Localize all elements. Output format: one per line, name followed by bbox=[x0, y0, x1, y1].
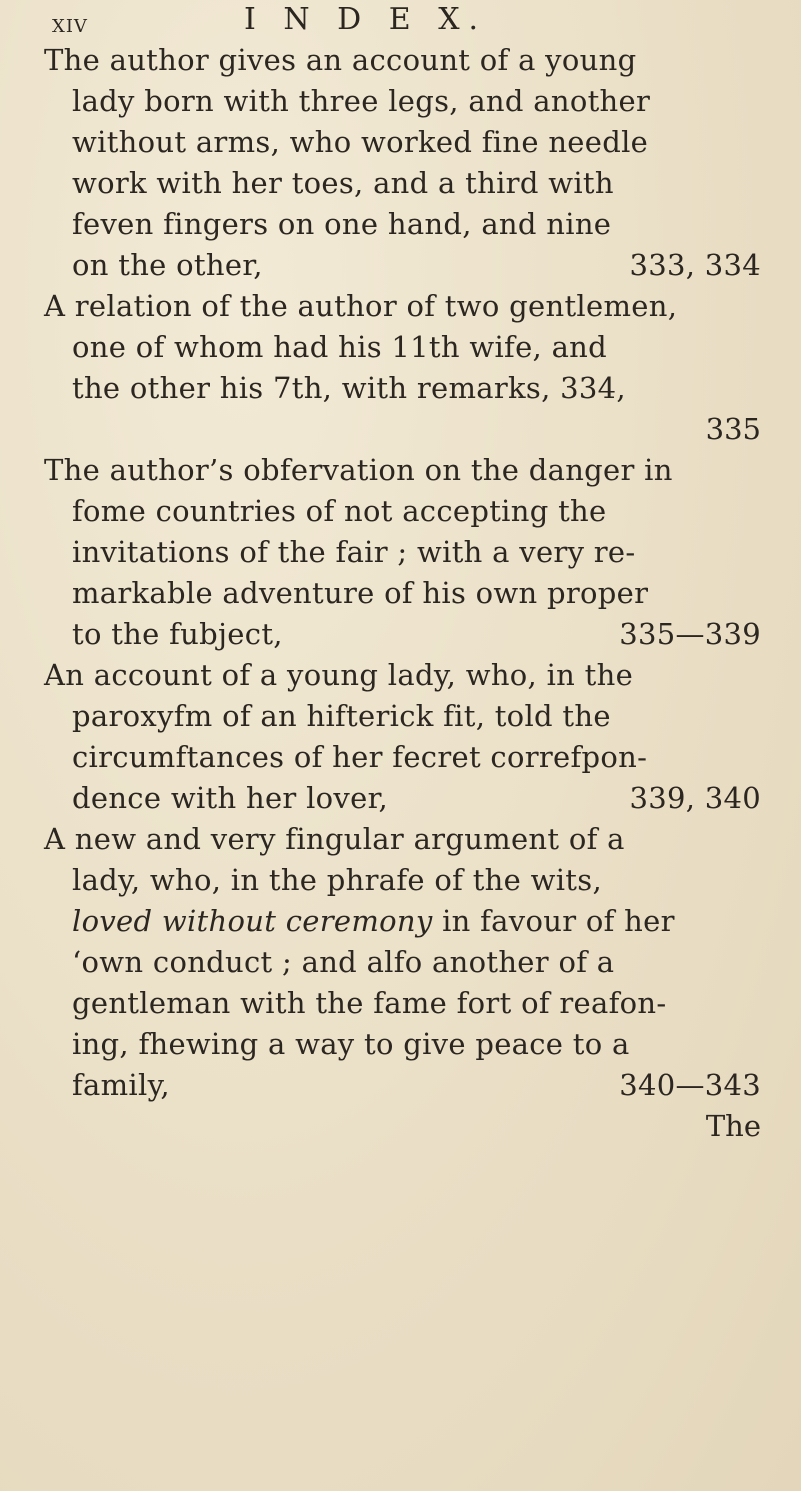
entry-line: on the other, bbox=[72, 248, 263, 282]
entry-line: feven fingers on one hand, and nine bbox=[72, 207, 612, 241]
index-entry bbox=[0, 819, 801, 1106]
entry-line-with-pages bbox=[0, 1065, 801, 1106]
page-reference: 340—343 bbox=[619, 1068, 761, 1102]
entry-line: The author gives an account of a young bbox=[44, 43, 637, 77]
page-reference: 335—339 bbox=[619, 617, 761, 651]
page-reference: 335 bbox=[705, 412, 761, 446]
index-entries bbox=[0, 40, 801, 1147]
entry-line: A relation of the author of two gentlemen, bbox=[44, 289, 678, 323]
entry-line-mixed bbox=[0, 901, 801, 942]
entry-line: lady, who, in the phrafe of the wits, bbox=[72, 863, 602, 897]
entry-line: without arms, who worked fine needle bbox=[72, 125, 649, 159]
entry-line: gentleman with the fame fort of reafon- bbox=[72, 986, 667, 1020]
entry-line-with-pages bbox=[0, 614, 801, 655]
entry-line: paroxyfm of an hifterick fit, told the bbox=[72, 699, 611, 733]
page-number: xiv bbox=[52, 9, 88, 39]
entry-line: work with her toes, and a third with bbox=[72, 166, 614, 200]
page-reference: 339, 340 bbox=[629, 781, 761, 815]
page-reference: 333, 334 bbox=[629, 248, 761, 282]
running-head bbox=[52, 0, 612, 40]
entry-line: A new and very fingular argument of a bbox=[44, 822, 625, 856]
entry-line: An account of a young lady, who, in the bbox=[44, 658, 634, 692]
entry-line: dence with her lover, bbox=[72, 781, 389, 815]
entry-line: circumftances of her fecret correfpon- bbox=[72, 740, 648, 774]
entry-line: fome countries of not accepting the bbox=[72, 494, 607, 528]
entry-line: one of whom had his 11th wife, and bbox=[72, 330, 608, 364]
entry-line: ‘own conduct ; and alfo another of a bbox=[72, 945, 615, 979]
catchword: The bbox=[705, 1109, 761, 1143]
entry-line: the other his 7th, with remarks, 334, bbox=[72, 371, 626, 405]
entry-line: family, bbox=[72, 1068, 170, 1102]
entry-line-with-pages bbox=[0, 245, 801, 286]
index-entry bbox=[0, 40, 801, 286]
entry-line: The author’s obfervation on the danger in bbox=[44, 453, 673, 487]
entry-line-rest: in favour of her bbox=[432, 904, 675, 938]
entry-line: lady born with three legs, and another bbox=[72, 84, 651, 118]
entry-line-with-pages bbox=[0, 778, 801, 819]
entry-line: to the fubject, bbox=[72, 617, 283, 651]
index-entry bbox=[0, 450, 801, 655]
index-entry bbox=[0, 286, 801, 450]
italic-phrase: loved without ceremony bbox=[72, 904, 433, 938]
entry-line: markable adventure of his own proper bbox=[72, 576, 649, 610]
index-entry bbox=[0, 655, 801, 819]
entry-line: ing, fhewing a way to give peace to a bbox=[72, 1027, 630, 1061]
entry-line: invitations of the fair ; with a very re- bbox=[72, 535, 636, 569]
index-heading: I N D E X. bbox=[244, 2, 488, 37]
